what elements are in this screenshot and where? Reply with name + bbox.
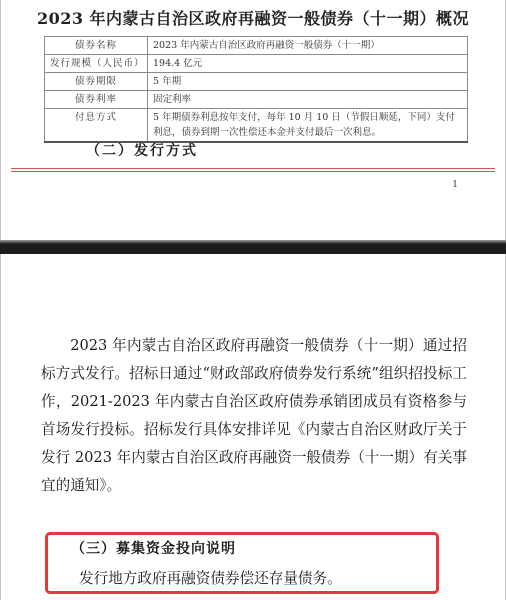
- table-key: 发行规模（人民币）: [45, 55, 148, 73]
- table-value: 2023 年内蒙古自治区政府再融资一般债券（十一期）: [148, 37, 468, 55]
- section-heading: （三）募集资金投向说明: [71, 541, 236, 557]
- table-value: 5 年期债券利息按年支付，每年 10 月 10 日（节假日顺延，下同）支付利息，债券到期一次性偿还本金并支付最后一次利息。: [148, 109, 468, 143]
- paragraph-text: 2023 年内蒙古自治区政府再融资一般债券（十一期）通过招标方式发行。招标日通过“财政部政府债券发行系统”组织招投标工作，2021-2023 年内蒙古自治区政府债券承销团成员有资格参与首场发行投标。招标发行具体安排详见《内蒙古自治区财政厅关于发行 2023 年内蒙古自治区政府再融资一般债券（十一期）有关事宜的通知》。: [41, 337, 467, 494]
- page-number: 1: [452, 180, 458, 190]
- footer-rule: [11, 168, 495, 169]
- table-row: [45, 109, 468, 143]
- table-key: 付息方式: [45, 109, 148, 143]
- body-paragraph: [41, 332, 467, 500]
- table-key: 债券利率: [45, 91, 148, 109]
- table-value: 194.4 亿元: [148, 55, 468, 73]
- section-heading: （二）发行方式: [86, 143, 198, 159]
- bond-info-table: [44, 36, 468, 143]
- page-title: 2023 年内蒙古自治区政府再融资一般债券（十一期）概况: [36, 9, 470, 28]
- footer-rule: [11, 171, 495, 172]
- top-page: [0, 0, 506, 240]
- table-key: 债券期限: [45, 73, 148, 91]
- section-body: 发行地方政府再融资债券偿还存量债务。: [79, 570, 342, 587]
- table-row: [45, 37, 468, 55]
- bottom-page: [0, 254, 506, 600]
- page-separator: [0, 240, 506, 254]
- table-key: 债券名称: [45, 37, 148, 55]
- table-row: [45, 55, 468, 73]
- table-value: 5 年期: [148, 73, 468, 91]
- table-row: [45, 91, 468, 109]
- table-value: 固定利率: [148, 91, 468, 109]
- table-row: [45, 73, 468, 91]
